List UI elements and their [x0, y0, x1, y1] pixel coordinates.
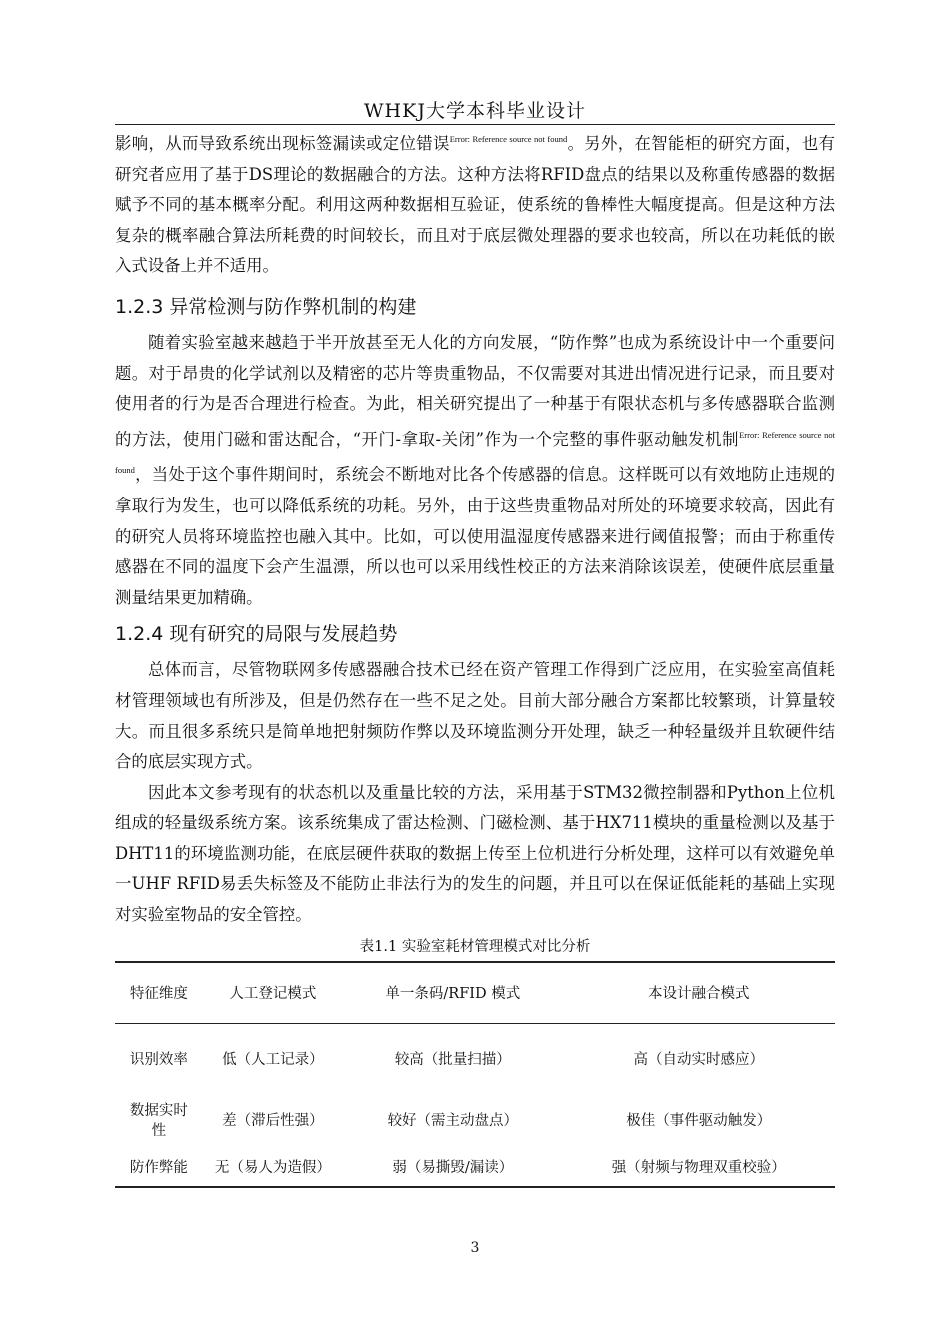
- table-cell: 低（人工记录）: [222, 1052, 324, 1069]
- table-cell: 极佳（事件驱动触发）: [626, 1112, 772, 1129]
- cell-text: 数据实时性: [129, 1102, 188, 1139]
- paragraph-intro: [115, 124, 835, 282]
- table-cell: 较好（需主动盘点）: [387, 1112, 519, 1129]
- table-header-cell: 特征维度: [115, 962, 203, 1024]
- table-cell: 差（滞后性强）: [222, 1112, 324, 1129]
- reference-error: Error: Reference source not found: [449, 134, 568, 144]
- paragraph-text: 。另外，在智能柜的研究方面，也有研究者应用了基于DS理论的数据融合的方法。这种方法将RFID盘点的结果以及称重传感器的数据赋予不同的基本概率分配。利用这两种数据相互验证，使系统的鲁棒性大幅度提高。但是这种方法复杂的概率融合算法所耗费的时间较长，而且对于底层微处理器的要求也较高，所以在功耗低的嵌入式设备上并不适用。: [115, 134, 835, 276]
- table-cell: 高（自动实时感应）: [633, 1052, 765, 1069]
- paragraph-proposal: 因此本文参考现有的状态机以及重量比较的方法，采用基于STM32微控制器和Python上位机组成的轻量级系统方案。该系统集成了雷达检测、门磁检测、基于HX711模块的重量检测以及基于DHT11的环境监测功能，在底层硬件获取的数据上传至上位机进行分析处理，这样可以有效避免单一UHF RFID易丢失标签及不能防止非法行为的发生的问题，并且可以在保证低能耗的基础上实现对实验室物品的安全管控。: [115, 782, 835, 925]
- paragraph-text: 随着实验室越来越趋于半开放甚至无人化的方向发展，“防作弊”也成为系统设计中一个重要问题。对于昂贵的化学试剂以及精密的芯片等贵重物品，不仅需要对其进出情况进行记录，而且要对使用者的行为是否合理进行检查。为此，相关研究提出了一种基于有限状态机与多传感器联合监测的方法，使用门磁和雷达配合，“开门-拿取-关闭”作为一个完整的事件驱动触发机制: [115, 332, 835, 449]
- table-cell: 无（易人为造假）: [214, 1160, 331, 1177]
- paragraph-anti-cheat: [115, 328, 835, 613]
- table-cell: 弱（易撕毁/漏读）: [392, 1160, 514, 1177]
- page-number: 3: [470, 1240, 480, 1256]
- paragraph-limitations: 总体而言，尽管物联网多传感器融合技术已经在资产管理工作得到广泛应用，在实验室高值耗材管理领域也有所涉及，但是仍然存在一些不足之处。目前大部分融合方案都比较繁琐，计算量较大。而且很多系统只是简单地把射频防作弊以及环境监测分开处理，缺乏一种轻量级并且软硬件结合的底层实现方式。: [115, 660, 835, 772]
- table-row: [115, 1148, 835, 1187]
- paragraph-text: ，当处于这个事件期间时，系统会不断地对比各个传感器的信息。这样既可以有效地防止违规的拿取行为发生，也可以降低系统的功耗。另外，由于这些贵重物品对所处的环境要求较高，因此有的研究人员将环境监控也融入其中。比如，可以使用温湿度传感器来进行阈值报警；而由于称重传感器在不同的温度下会产生温漂，所以也可以采用线性校正的方法来消除该误差，使硬件底层重量测量结果更加精确。: [115, 465, 835, 607]
- table-header-cell: 本设计融合模式: [563, 962, 835, 1024]
- table-cell: 强（射频与物理双重校验）: [611, 1160, 786, 1177]
- table-cell: [115, 1094, 203, 1148]
- page-content: [115, 124, 835, 1188]
- table-header-cell: 人工登记模式: [203, 962, 343, 1024]
- table-caption: 表1.1 实验室耗材管理模式对比分析: [359, 938, 591, 955]
- table-header-cell: 单一条码/RFID 模式: [343, 962, 563, 1024]
- table-row: [115, 1023, 835, 1094]
- header-title: WHKJ大学本科毕业设计: [364, 100, 586, 122]
- table-row: [115, 1094, 835, 1148]
- table-cell: 较高（批量扫描）: [394, 1052, 511, 1069]
- reference-error: Error: Reference source not found: [115, 429, 835, 476]
- comparison-table: [115, 961, 835, 1188]
- table-cell: 防作弊能: [129, 1160, 188, 1177]
- table-cell: 识别效率: [129, 1052, 188, 1069]
- table-header-row: [115, 962, 835, 1024]
- section-heading-1-2-3: 1.2.3 异常检测与防作弊机制的构建: [115, 295, 417, 318]
- section-heading-1-2-4: 1.2.4 现有研究的局限与发展趋势: [115, 623, 398, 646]
- paragraph-text: 影响，从而导致系统出现标签漏读或定位错误: [115, 134, 450, 153]
- page-header: [115, 96, 835, 125]
